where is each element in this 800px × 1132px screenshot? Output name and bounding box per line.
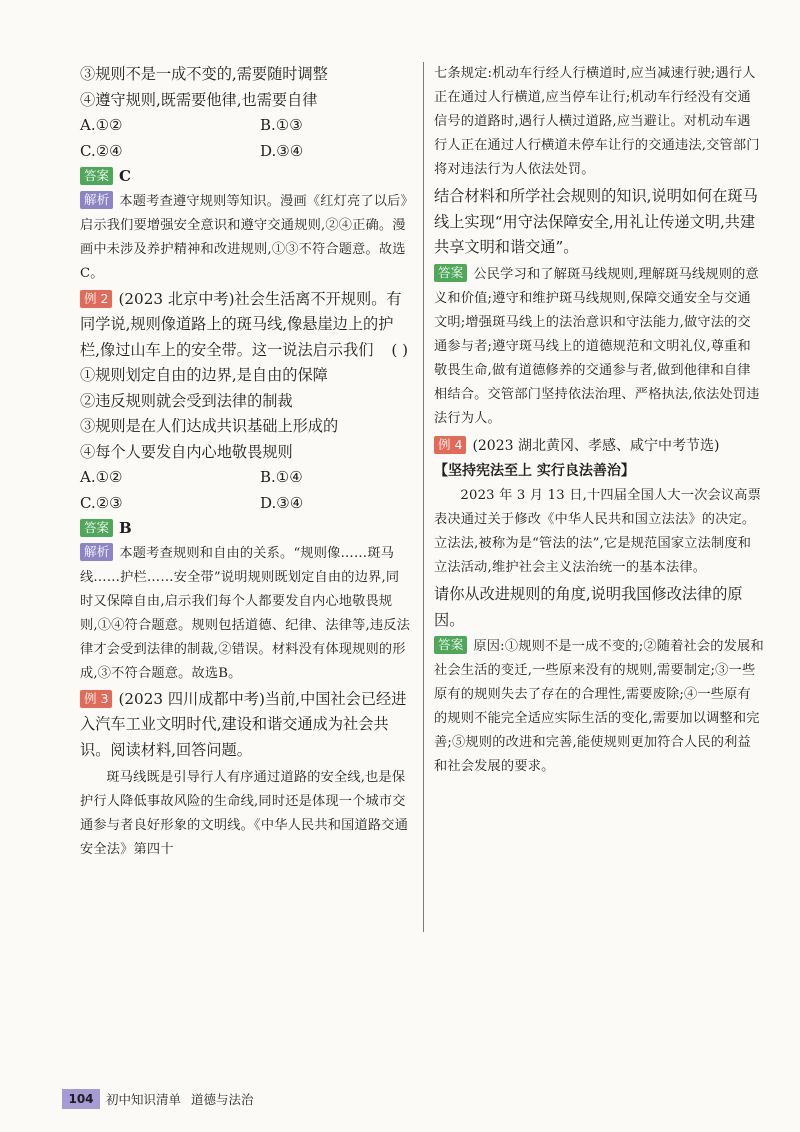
ex2-option-c: C.②③ bbox=[80, 493, 123, 512]
q1-answer: C bbox=[119, 167, 131, 185]
example-2-stem-text: (2023 北京中考)社会生活离不开规则。有同学说,规则像道路上的斑马线,像悬崖边上的护栏,像过山车上的安全带。这一说法启示我们 bbox=[80, 289, 402, 359]
ex4-answer-text: 原因:①规则不是一成不变的;②随着社会的发展和社会生活的变迁,一些原来没有的规则,需要制定;③一些原有的规则失去了存在的合理性,需要废除;④一些原有的规则不能完全适应实际生活的变化,需要加以调整和完善;⑤规则的改进和完善,能使规则更加符合人民的利益和社会发展的要求。 bbox=[434, 639, 764, 774]
answer-tag: 答案 bbox=[434, 264, 467, 282]
column-divider bbox=[423, 62, 424, 932]
page-footer bbox=[62, 1088, 254, 1110]
ex2-item-1: ①规则划定自由的边界,是自由的保障 bbox=[80, 366, 328, 384]
explanation-tag: 解析 bbox=[80, 191, 113, 209]
example-4-question: 请你从改进规则的角度,说明我国修改法律的原因。 bbox=[434, 585, 743, 629]
q1-option-d: D.③④ bbox=[260, 141, 304, 160]
q1-answer-line bbox=[80, 164, 412, 190]
q1-option-b: B.①③ bbox=[260, 116, 303, 134]
example-4-source: (2023 湖北黄冈、孝感、咸宁中考节选) bbox=[472, 437, 720, 454]
answer-tag: 答案 bbox=[80, 519, 113, 537]
ex2-answer-line bbox=[80, 516, 412, 542]
page-number: 104 bbox=[62, 1089, 100, 1109]
example-4-tag: 例 4 bbox=[434, 436, 466, 454]
example-3-stem-text: (2023 四川成都中考)当前,中国社会已经进入汽车工业文明时代,建设和谐交通成为社会共识。阅读材料,回答问题。 bbox=[80, 689, 407, 759]
answer-tag: 答案 bbox=[434, 636, 467, 654]
subject-name: 道德与法治 bbox=[191, 1092, 254, 1107]
ex2-option-b: B.①④ bbox=[260, 468, 303, 486]
example-3-stem bbox=[80, 687, 412, 764]
ex3-answer bbox=[434, 263, 764, 431]
example-2-tag: 例 2 bbox=[80, 290, 112, 308]
example-3-tag: 例 3 bbox=[80, 690, 112, 708]
example-4-heading: 【坚持宪法至上 实行良法善治】 bbox=[434, 463, 635, 479]
left-column bbox=[80, 62, 412, 862]
explanation-tag: 解析 bbox=[80, 543, 113, 561]
ex2-item-4: ④每个人要发自内心地敬畏规则 bbox=[80, 442, 293, 461]
ex2-item-2: ②违反规则就会受到法律的制裁 bbox=[80, 391, 293, 410]
answer-tag: 答案 bbox=[80, 167, 113, 185]
example-2-items bbox=[80, 363, 412, 465]
ex3-answer-text: 公民学习和了解斑马线规则,理解斑马线规则的意义和价值;遵守和维护斑马线规则,保障交通安全与交通文明;增强斑马线上的法治意识和守法能力,做守法的交通参与者;遵守斑马线上的道德规范和文明礼仪,尊重和敬畏生命,做有道德修养的交通参与者,做到他律和自律相结合。交管部门坚持依法治理、严格执法,依法处罚违法行为人。 bbox=[434, 266, 760, 426]
q1-items bbox=[80, 62, 412, 113]
example-4-header bbox=[434, 433, 764, 460]
ex4-answer bbox=[434, 635, 764, 779]
example-2-stem bbox=[80, 287, 412, 364]
example-2-options bbox=[80, 465, 412, 516]
q1-explanation bbox=[80, 190, 412, 286]
answer-parentheses: ( ) bbox=[391, 340, 408, 359]
example-4-material: 2023 年 3 月 13 日,十四届全国人大一次会议高票表决通过关于修改《中华人民共和国立法法》的决定。立法法,被称为是“管法的法”,它是规范国家立法制度和立法活动,维护社会主义法治统一的基本法律。 bbox=[434, 488, 762, 575]
q1-option-a: A.①② bbox=[80, 116, 123, 134]
q1-options bbox=[80, 113, 412, 164]
ex2-option-a: A.①② bbox=[80, 468, 123, 486]
example-3-material: 斑马线既是引导行人有序通过道路的安全线,也是保护行人降低事故风险的生命线,同时还是体现一个城市交通参与者良好形象的文明线。《中华人民共和国道路交通安全法》第四十 bbox=[80, 770, 409, 857]
ex2-item-3: ③规则是在人们达成共识基础上形成的 bbox=[80, 417, 339, 435]
q1-explanation-text: 本题考查遵守规则等知识。漫画《红灯亮了以后》启示我们要增强安全意识和遵守交通规则,②④正确。漫画中未涉及养护精神和改进规则,①③不符合题意。故选C。 bbox=[80, 193, 408, 281]
q1-item-3: ③规则不是一成不变的,需要随时调整 bbox=[80, 65, 328, 83]
example-3-material-continued: 七条规定:机动车行经人行横道时,应当减速行驶;遇行人正在通过人行横道,应当停车让行;机动车行经没有交通信号的道路时,遇行人横过道路,应当避让。对机动车遇行人正在通过人行横道未停车让行的交通违法,交管部门将对违法行为人依法处罚。 bbox=[434, 66, 760, 177]
example-3-question: 结合材料和所学社会规则的知识,说明如何在斑马线上实现“用守法保障安全,用礼让传递文明,共建共享文明和谐交通”。 bbox=[434, 187, 758, 256]
book-title: 初中知识清单 bbox=[106, 1092, 182, 1107]
right-column bbox=[434, 62, 764, 779]
ex2-explanation-text: 本题考查规则和自由的关系。“规则像……斑马线……护栏……安全带”说明规则既划定自由的边界,同时又保障自由,启示我们每个人都要发自内心地敬畏规则,①④符合题意。规则包括道德、纪律、法律等,违反法律才会受到法律的制裁,②错误。材料没有体现规则的形成,③不符合题意。故选B。 bbox=[80, 545, 411, 681]
ex2-explanation bbox=[80, 542, 412, 686]
ex2-option-d: D.③④ bbox=[260, 493, 304, 512]
ex2-answer: B bbox=[119, 519, 132, 537]
q1-option-c: C.②④ bbox=[80, 141, 123, 160]
q1-item-4: ④遵守规则,既需要他律,也需要自律 bbox=[80, 90, 318, 109]
